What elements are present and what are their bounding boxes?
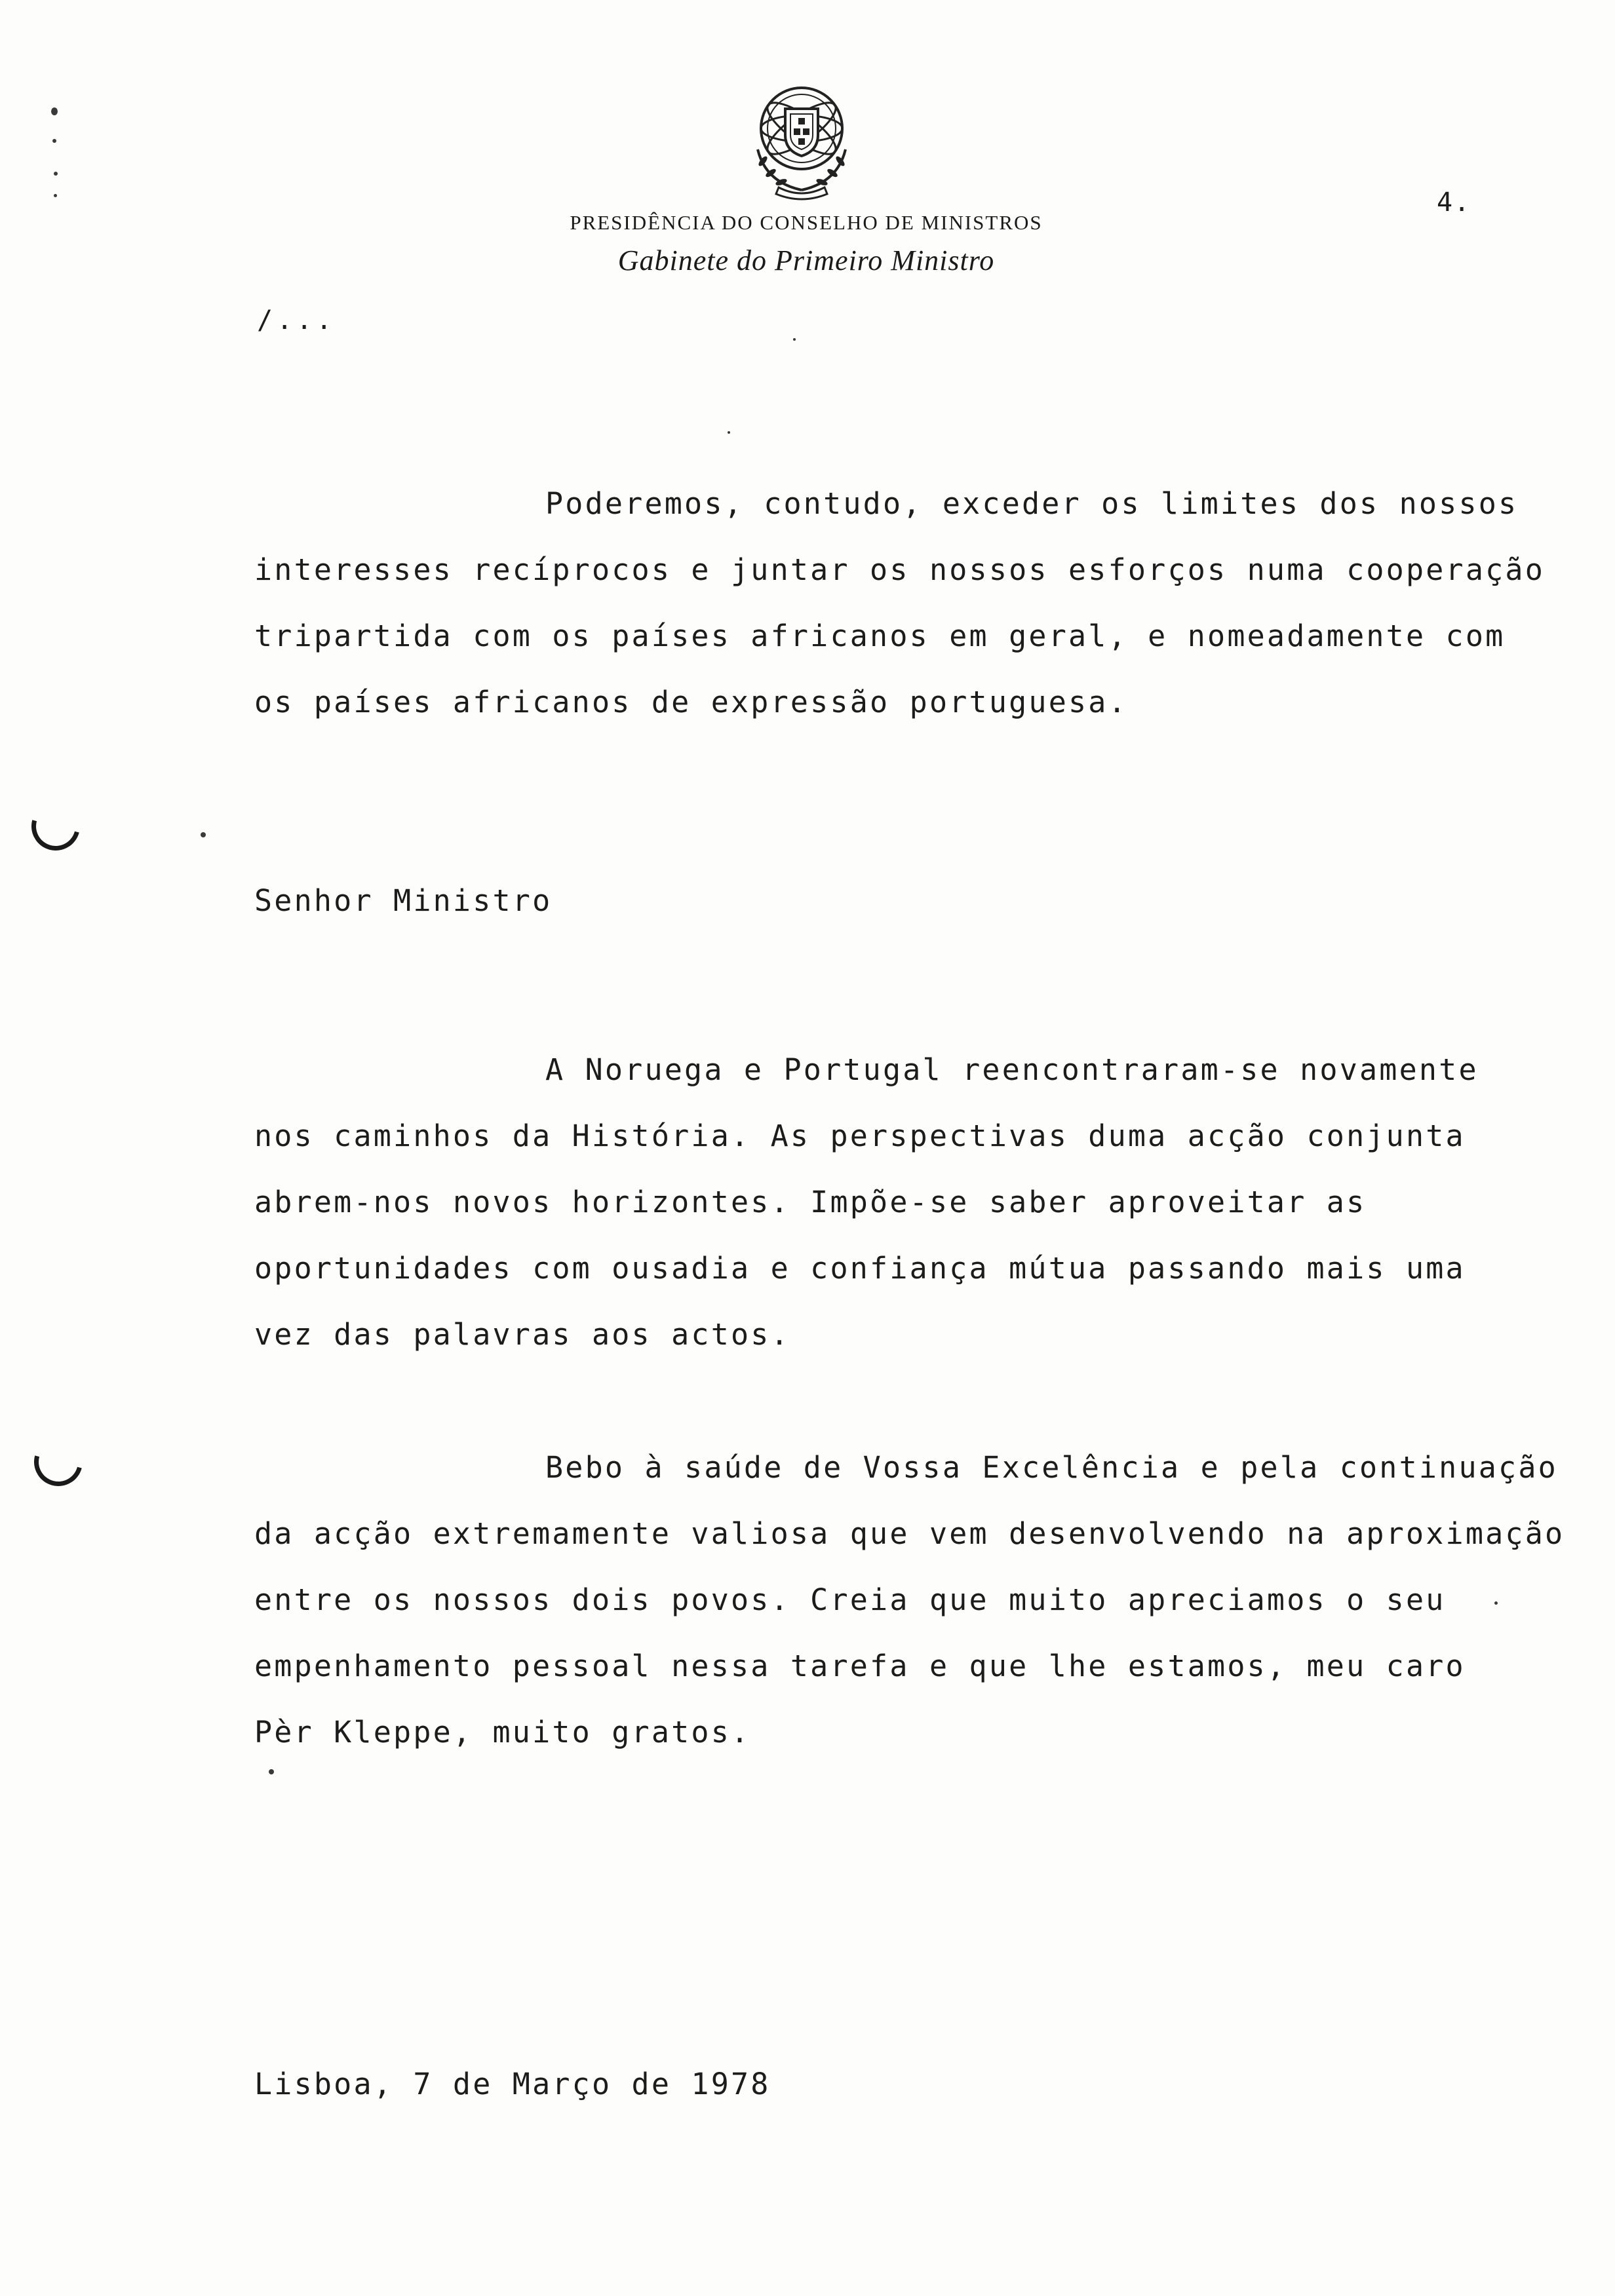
- paragraph-line: os países africanos de expressão portuguesa.: [254, 685, 1128, 719]
- coat-of-arms-seal-icon: [739, 77, 864, 202]
- salutation-text: Senhor Ministro: [254, 883, 553, 918]
- paragraph-line: da acção extremamente valiosa que vem desenvolvendo na aproximação: [254, 1516, 1565, 1551]
- paragraph-line: empenhamento pessoal nessa tarefa e que lhe estamos, meu caro: [254, 1649, 1466, 1683]
- paragraph-toast: [254, 1434, 1565, 1765]
- paragraph-line: oportunidades com ousadia e confiança mútua passando mais uma: [254, 1251, 1466, 1286]
- paragraph-line: nos caminhos da História. As perspectivas duma acção conjunta: [254, 1119, 1466, 1153]
- scan-speck: [54, 172, 58, 176]
- header-organization: PRESIDÊNCIA DO CONSELHO DE MINISTROS: [570, 211, 1043, 234]
- scan-speck: [52, 139, 56, 143]
- paragraph-line: interesses recíprocos e juntar os nossos esforços numa cooperação: [254, 552, 1545, 587]
- punch-hole-mark: [25, 1428, 91, 1495]
- paragraph-line: Pèr Kleppe, muito gratos.: [254, 1715, 751, 1750]
- place-and-date: [254, 2051, 1559, 2117]
- page-number: 4.: [1437, 187, 1471, 218]
- punch-hole-mark: [22, 793, 88, 859]
- scan-speck: [201, 832, 206, 837]
- scan-speck: [728, 431, 730, 434]
- place-date-text: Lisboa, 7 de Março de 1978: [254, 2067, 771, 2101]
- paragraph-line: entre os nossos dois povos. Creia que muito apreciamos o seu: [254, 1582, 1446, 1617]
- paragraph-line: Poderemos, contudo, exceder os limites dos nossos: [545, 486, 1519, 521]
- paragraph-cooperation: [254, 470, 1559, 735]
- paragraph-line: abrem-nos novos horizontes. Impõe-se saber aproveitar as: [254, 1185, 1367, 1219]
- paragraph-history: [254, 1037, 1559, 1368]
- paragraph-line: A Noruega e Portugal reencontraram-se novamente: [545, 1052, 1479, 1087]
- salutation: [254, 868, 1559, 934]
- scan-speck: [51, 107, 58, 115]
- paragraph-line: tripartida com os países africanos em geral, e nomeadamente com: [254, 619, 1506, 653]
- scan-speck: [1494, 1601, 1498, 1605]
- scan-speck: [269, 1769, 274, 1774]
- paragraph-line: vez das palavras aos actos.: [254, 1317, 790, 1352]
- paragraph-line: Bebo à saúde de Vossa Excelência e pela continuação: [545, 1450, 1558, 1485]
- scan-speck: [54, 194, 57, 197]
- scan-speck: [793, 338, 796, 341]
- continuation-mark: /...: [257, 305, 336, 335]
- header-office: Gabinete do Primeiro Ministro: [617, 244, 995, 277]
